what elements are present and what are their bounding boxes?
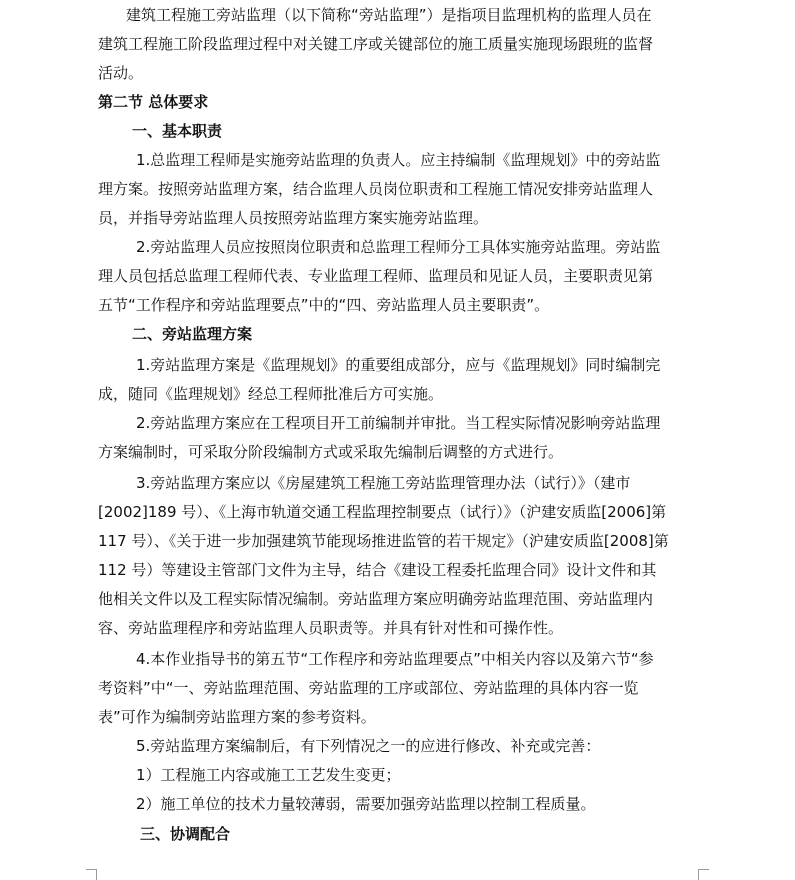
sub1-p1-line-3: 员，并指导旁站监理人员按照旁站监理方案实施旁站监理。 <box>98 209 489 227</box>
list-item-1: 1）工程施工内容或施工工艺发生变更； <box>136 766 401 784</box>
corner-mark-right-vertical <box>698 869 699 880</box>
sub2-p3-line-5: 他相关文件以及工程实际情况编制。旁站监理方案应明确旁站监理范围、旁站监理内 <box>98 590 654 608</box>
sub1-p1-line-2: 理方案。按照旁站监理方案，结合监理人员岗位职责和工程施工情况安排旁站监理人 <box>98 180 654 198</box>
intro-line-2: 建筑工程施工阶段监理过程中对关键工序或关键部位的施工质量实施现场跟班的监督 <box>98 35 654 53</box>
sub2-p2-line-2: 方案编制时，可采取分阶段编制方式或采取先编制后调整的方式进行。 <box>98 443 564 461</box>
sub2-p3-line-3: 117 号）、《关于进一步加强建筑节能现场推进监管的若干规定》（沪建安质监[2008]第 <box>98 532 669 550</box>
sub1-p2-line-3: 五节“工作程序和旁站监理要点”中的“四、旁站监理人员主要职责”。 <box>98 296 550 314</box>
sub1-p1-line-1: 1.总监理工程师是实施旁站监理的负责人。应主持编制《监理规划》中的旁站监 <box>136 151 661 169</box>
corner-mark-right-horizontal <box>698 869 709 870</box>
sub2-p3-line-1: 3.旁站监理方案应以《房屋建筑工程施工旁站监理管理办法（试行）》（建市 <box>136 474 631 492</box>
sub1-p2-line-1: 2.旁站监理人员应按照岗位职责和总监理工程师分工具体实施旁站监理。旁站监 <box>136 238 661 256</box>
sub2-p2-line-1: 2.旁站监理方案应在工程项目开工前编制并审批。当工程实际情况影响旁站监理 <box>136 414 661 432</box>
sub2-p3-line-4: 112 号）等建设主管部门文件为主导，结合《建设工程委托监理合同》设计文件和其 <box>98 561 657 579</box>
sub2-p4-line-3: 表”可作为编制旁站监理方案的参考资料。 <box>98 708 376 726</box>
sub2-p5: 5.旁站监理方案编制后，有下列情况之一的应进行修改、补充或完善： <box>136 737 601 755</box>
subsection-title-1: 一、基本职责 <box>132 122 223 140</box>
sub2-p3-line-2: [2002]189 号）、《上海市轨道交通工程监理控制要点（试行）》（沪建安质监[2006]第 <box>98 503 667 521</box>
list-item-2: 2）施工单位的技术力量较薄弱，需要加强旁站监理以控制工程质量。 <box>136 795 596 813</box>
corner-mark-left-horizontal <box>86 869 97 870</box>
sub2-p1-line-2: 成，随同《监理规划》经总工程师批准后方可实施。 <box>98 385 444 403</box>
sub2-p3-line-6: 容、旁站监理程序和旁站监理人员职责等。并具有针对性和可操作性。 <box>98 619 564 637</box>
section-title: 第二节 总体要求 <box>98 93 209 111</box>
sub2-p1-line-1: 1.旁站监理方案是《监理规划》的重要组成部分，应与《监理规划》同时编制完 <box>136 356 661 374</box>
sub2-p4-line-2: 考资料”中“一、旁站监理范围、旁站监理的工序或部位、旁站监理的具体内容一览 <box>98 679 639 697</box>
sub2-p4-line-1: 4.本作业指导书的第五节“工作程序和旁站监理要点”中相关内容以及第六节“参 <box>136 650 654 668</box>
subsection-title-3: 三、协调配合 <box>140 825 231 843</box>
sub1-p2-line-2: 理人员包括总监理工程师代表、专业监理工程师、监理员和见证人员，主要职责见第 <box>98 267 654 285</box>
intro-line-3: 活动。 <box>98 64 144 82</box>
subsection-title-2: 二、旁站监理方案 <box>132 325 253 343</box>
corner-mark-left-vertical <box>96 869 97 880</box>
intro-line-1: 建筑工程施工旁站监理（以下简称“旁站监理”）是指项目监理机构的监理人员在 <box>126 6 652 24</box>
